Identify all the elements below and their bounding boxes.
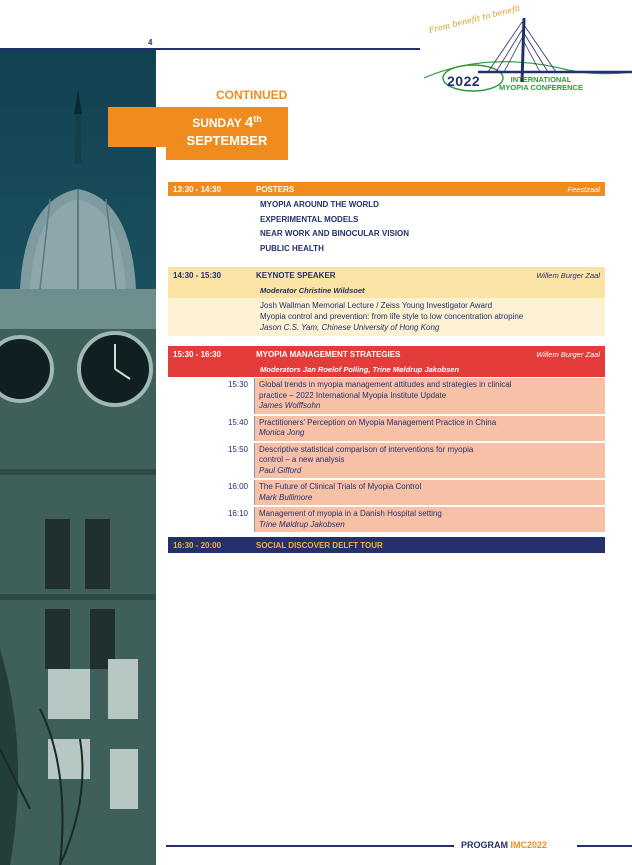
logo-title-line2: MYOPIA CONFERENCE [499,83,583,92]
keynote-speaker: Jason C.S. Yam, Chinese University of Hong Kong [260,323,440,332]
talk-item [168,416,605,441]
poster-topics [168,196,605,259]
talk-body [254,378,605,414]
session-title: MYOPIA MANAGEMENT STRATEGIES [256,349,401,359]
session-room: Willem Burger Zaal [536,349,600,359]
poster-topic: MYOPIA AROUND THE WORLD [260,200,379,209]
keynote-lecture: Josh Wallman Memorial Lecture / Zeiss Young Investigator Award [260,301,493,310]
session-room: Willem Burger Zaal [536,270,600,280]
date-suffix: th [253,114,262,124]
date-box [166,107,288,160]
date-box-extension [108,107,166,147]
talk-speaker: Paul Gifford [259,465,302,475]
month-label: SEPTEMBER [186,133,268,148]
talk-item [168,443,605,479]
session-posters-bar [168,182,605,196]
talk-speaker: James Wolffsohn [259,401,321,410]
talk-body [254,443,605,479]
logo-title-line1: INTERNATIONAL [510,75,572,84]
session-time: 13:30 - 14:30 [173,184,222,194]
talk-title-line1: Global trends in myopia management attitudes and strategies in clinical [259,380,512,389]
session-time: 16:30 - 20:00 [173,540,222,550]
date-number: 4 [244,114,254,131]
talk-time: 16:00 [227,482,248,491]
talk-title-line1: The Future of Clinical Trials of Myopia Control [259,482,422,491]
talk-time: 16:10 [227,509,248,518]
session-room: Feestzaal [567,184,600,194]
talk-item [168,378,605,414]
schedule [168,182,605,553]
talk-speaker: Monica Jong [259,428,305,437]
talk-speaker: Mark Bullimore [259,492,313,502]
talk-time: 15:50 [227,444,248,454]
keynote-talk: Myopia control and prevention: from life style to low concentration atropine [260,312,524,321]
footer-year: 2022 [527,840,548,850]
continued-label: CONTINUED [216,88,288,102]
talk-title-line1: Management of myopia in a Danish Hospital setting [259,509,442,518]
footer-label [461,840,547,850]
poster-topic: NEAR WORK AND BINOCULAR VISION [260,229,410,238]
logo-year: 2022 [447,73,481,89]
session-social-bar [168,537,605,553]
session-time: 15:30 - 16:30 [173,349,222,359]
footer-rule-right [577,845,632,847]
session-title: SOCIAL DISCOVER DELFT TOUR [256,540,383,550]
session-time: 14:30 - 15:30 [173,270,222,280]
talk-title-line1: Descriptive statistical comparison of interventions for myopia [259,444,474,454]
footer-rule [166,845,454,847]
management-moderators: Moderators Jan Roelof Polling, Trine Møldrup Jakobsen [168,362,605,377]
logo-slogan: From benefit to benefit [427,3,522,36]
session-title: POSTERS [256,184,295,194]
keynote-details [168,298,605,336]
day-label: SUNDAY [192,116,242,130]
talk-item [168,507,605,532]
poster-topic: EXPERIMENTAL MODELS [260,214,359,224]
footer-program: PROGRAM [461,840,508,850]
talk-body [254,416,605,441]
footer-imc: IMC [510,840,528,850]
talk-time: 15:30 [227,380,248,389]
talk-title-line2: control – a new analysis [259,455,345,464]
session-keynote-bar [168,267,605,283]
poster-topic: PUBLIC HEALTH [260,243,324,253]
clock-tower-photo [0,49,156,865]
talk-title-line1: Practitioners’ Perception on Myopia Management Practice in China [259,417,497,427]
talk-speaker: Trine Møldrup Jakobsen [259,519,345,529]
talk-body [254,507,605,532]
talk-item [168,480,605,505]
keynote-moderator: Moderator Christine Wildsoet [168,283,605,298]
session-title: KEYNOTE SPEAKER [256,270,336,280]
page-number: 4 [148,38,153,47]
session-management-bar [168,346,605,362]
talk-body [254,480,605,505]
talk-title-line2: practice – 2022 International Myopia Institute Update [259,390,447,400]
top-rule [0,48,420,50]
talk-time: 15:40 [227,417,248,427]
